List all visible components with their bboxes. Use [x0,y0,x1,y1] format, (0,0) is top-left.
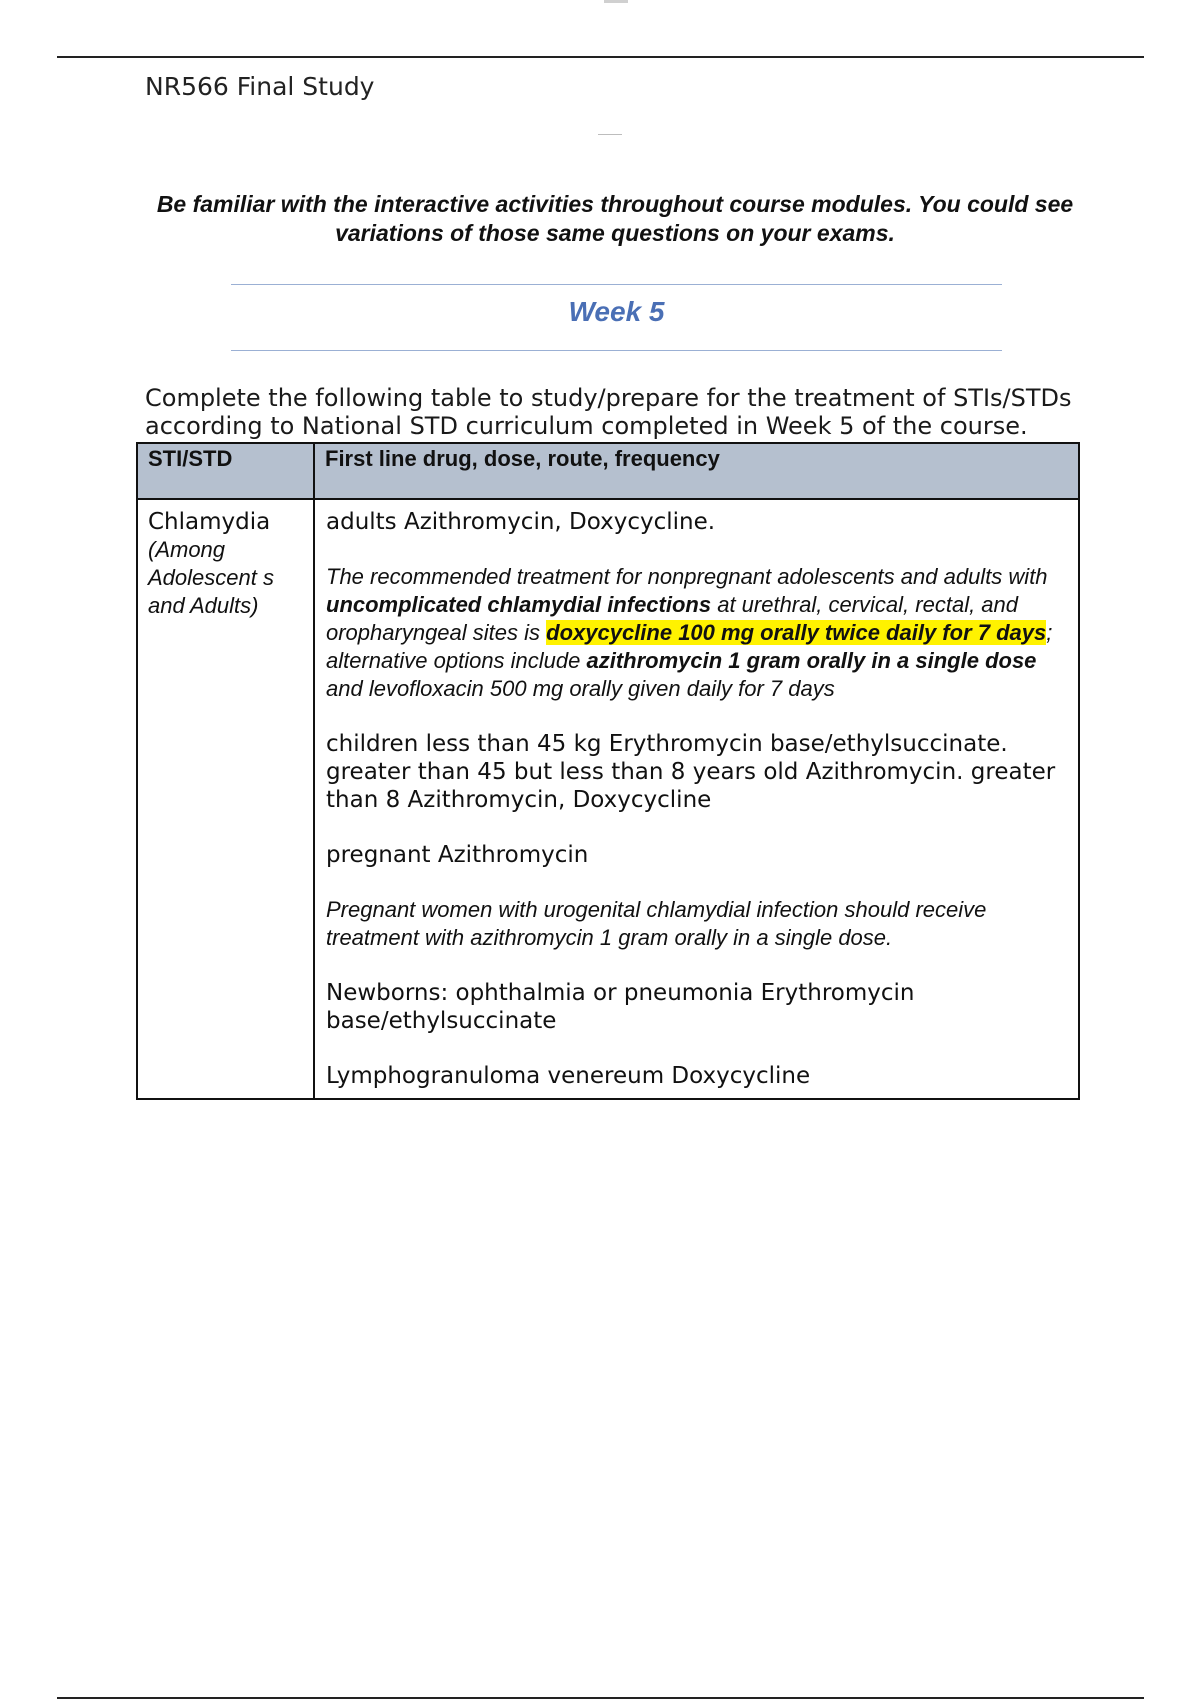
week-rule-top [231,284,1002,285]
sti-treatment-table [136,442,1080,1100]
rec-text: ; alternative options include [326,620,1053,673]
table-row [137,499,1079,1099]
highlighted-regimen: doxycycline 100 mg orally twice daily for 7 days [546,620,1047,645]
divider-dash [598,134,622,135]
intro-paragraph: Complete the following table to study/prepare for the treatment of STIs/STDs according to National STD curriculum completed in Week 5 of the course. [145,384,1072,440]
week-heading: Week 5 [568,296,665,327]
adults-treatment: adults Azithromycin, Doxycycline. [326,509,716,535]
rec-bold-text: uncomplicated chlamydial infections [326,592,712,617]
rec-text: The recommended treatment for nonpregnant adolescents and adults with [326,564,1048,589]
week-rule-bottom [231,350,1002,351]
exam-notice: Be familiar with the interactive activities throughout course modules. You could see variations of those same questions on your exams. [156,191,1074,246]
cdc-recommendation [326,563,1068,703]
condition-name: Chlamydia [148,509,271,535]
table-header-row [137,443,1079,499]
newborns-treatment: Newborns: ophthalmia or pneumonia Erythromycin base/ethylsuccinate [326,980,915,1034]
document-header-title: NR566 Final Study [145,72,375,101]
column-header-treatment: First line drug, dose, route, frequency [314,443,1079,499]
children-treatment: children less than 45 kg Erythromycin base/ethylsuccinate. greater than 45 but less than 8 years old Azithromycin. greater than 8 Azithromycin, Doxycycline [326,731,1056,813]
pregnant-treatment: pregnant Azithromycin [326,842,589,868]
rec-text: at urethral, cervical, rectal, and oropharyngeal sites is [326,592,1019,645]
header-rule [57,56,1144,58]
condition-cell [137,499,314,1099]
pregnant-note: Pregnant women with urogenital chlamydial infection should receive treatment with azithromycin 1 gram orally in a single dose. [326,897,987,950]
footer-rule [57,1697,1144,1699]
column-header-sti: STI/STD [137,443,314,499]
rec-bold-text: azithromycin 1 gram orally in a single dose [586,648,1037,673]
lgv-treatment: Lymphogranuloma venereum Doxycycline [326,1063,811,1089]
condition-note: (Among Adolescent s and Adults) [148,537,274,618]
rec-text: and levofloxacin 500 mg orally given daily for 7 days [326,676,835,701]
page-top-mark [604,0,628,3]
treatment-cell [314,499,1079,1099]
